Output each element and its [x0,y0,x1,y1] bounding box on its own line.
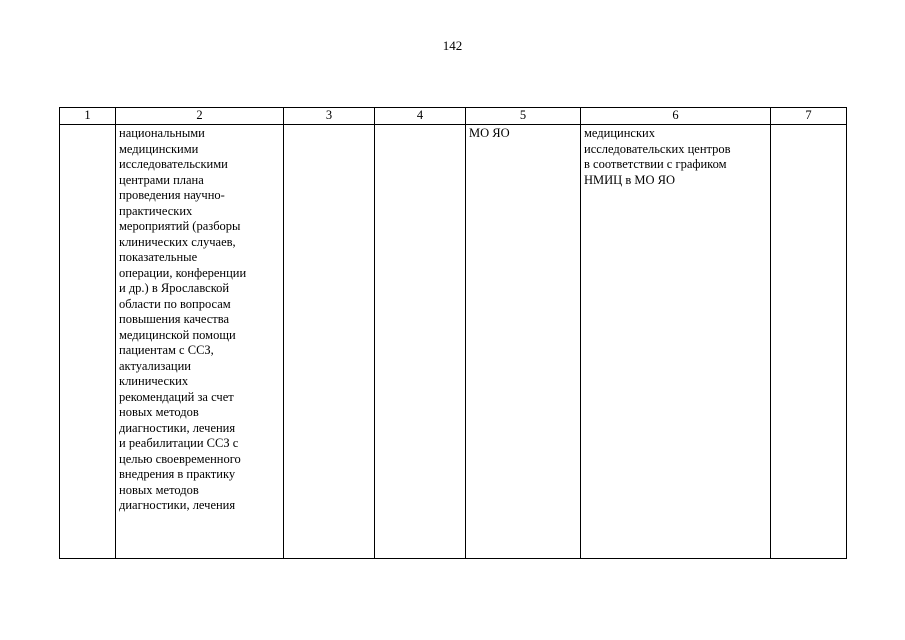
cell-col7 [771,125,847,559]
activity-text: национальными медицинскими исследовательскими центрами плана проведения научно- практических мероприятий (разборы клинических случаев, показательные операции, конференции и др.) в Ярославской области по вопросам повышения качества медицинской помощи пациентам с ССЗ, актуализации клинических рекомендаций за счет новых методов диагностики, лечения и реабилитации ССЗ с целью своевременного внедрения в практику новых методов диагностики, лечения [119,126,247,512]
cell-activity [116,125,284,559]
column-header-1: 1 [60,108,116,125]
cell-result [581,125,771,559]
cell-number [60,125,116,559]
cell-col4 [375,125,466,559]
table-row [60,125,847,559]
column-header-6: 6 [581,108,771,125]
executor-text: МО ЯО [469,126,510,140]
plan-table [59,107,847,559]
page-number: 142 [442,38,463,53]
cell-col3 [284,125,375,559]
column-header-3: 3 [284,108,375,125]
column-header-5: 5 [466,108,581,125]
header-row [60,108,847,125]
result-text: медицинских исследовательских центров в соответствии с графиком НМИЦ в МО ЯО [584,126,731,187]
column-header-7: 7 [771,108,847,125]
column-header-2: 2 [116,108,284,125]
column-header-4: 4 [375,108,466,125]
cell-executor [466,125,581,559]
